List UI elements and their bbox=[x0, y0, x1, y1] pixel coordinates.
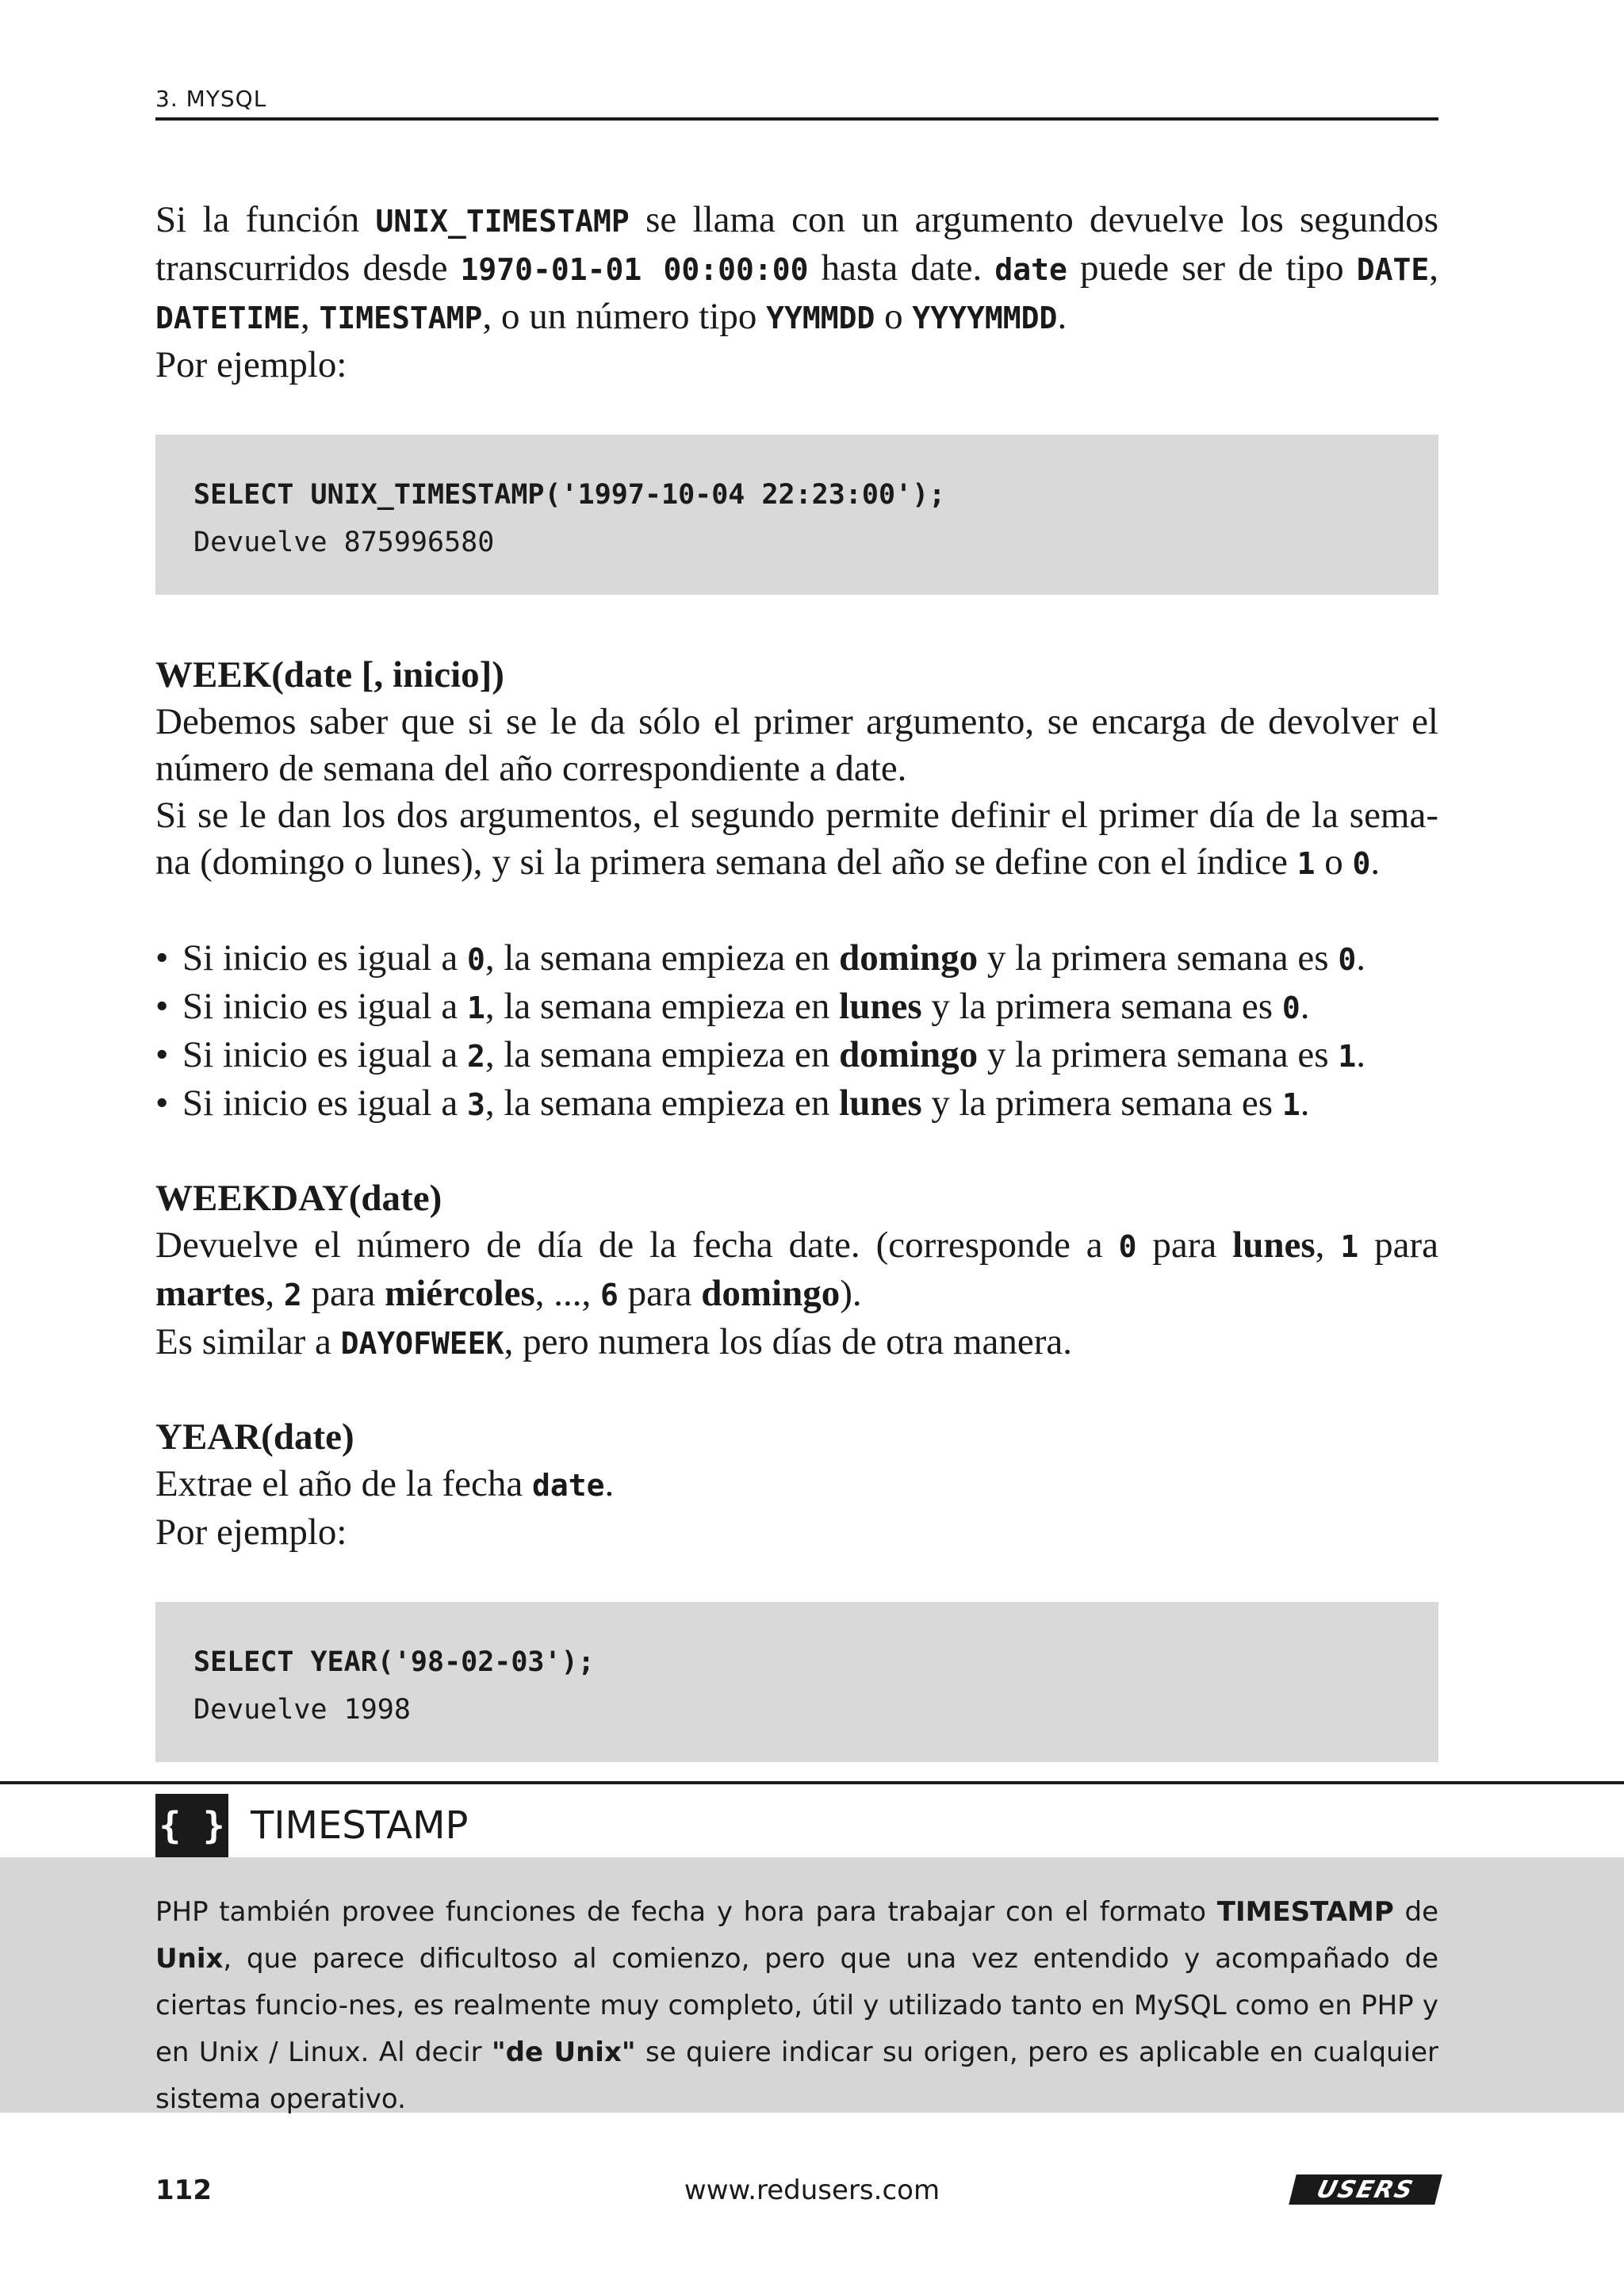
intro-text: Si la función bbox=[155, 199, 376, 240]
code-term: 1 bbox=[1281, 1087, 1300, 1122]
chapter-label: 3. MYSQL bbox=[155, 86, 267, 112]
bullet-icon: • bbox=[155, 937, 169, 979]
page-content bbox=[155, 197, 1438, 1762]
code-term: 0 bbox=[1118, 1229, 1137, 1264]
bullet-icon: • bbox=[155, 986, 169, 1027]
code-term: 1 bbox=[1338, 1039, 1357, 1074]
code-term: 3 bbox=[466, 1087, 485, 1122]
code-block-year bbox=[155, 1602, 1438, 1762]
braces-icon: { } bbox=[155, 1794, 228, 1857]
list-item: • Si inicio es igual a 0, la semana empieza en domingo y la primera semana es 0. bbox=[155, 935, 1438, 983]
weekday-paragraph: Devuelve el número de día de la fecha date. (corresponde a 0 para lunes, 1 para martes, 2 para miércoles, ..., 6 para domingo). bbox=[155, 1224, 1439, 1314]
section-heading-weekday: WEEKDAY(date) bbox=[155, 1178, 442, 1219]
intro-text: . bbox=[1057, 296, 1067, 337]
list-item: • Si inicio es igual a 2, la semana empieza en domingo y la primera semana es 1. bbox=[155, 1032, 1438, 1080]
code-term: 1 bbox=[1297, 846, 1316, 881]
emphasis: "de Unix" bbox=[491, 2037, 636, 2068]
intro-text: se llama con un argumento devuelve los segundos transcurridos desde bbox=[155, 199, 1438, 289]
bullet-icon: • bbox=[155, 1082, 169, 1124]
intro-text: hasta date. bbox=[808, 247, 995, 289]
code-line: SELECT YEAR('98-02-03'); bbox=[193, 1646, 595, 1678]
day-name: domingo bbox=[701, 1273, 841, 1314]
sidebar-text: PHP también provee funciones de fecha y hora para trabajar con el formato TIMESTAMP de Unix, que parece dificultoso al comienzo, pero que una vez entendido y acompañado de ciertas funcio-nes, es realmente muy completo, útil y utilizado tanto en MySQL como en PHP y en Unix / Linux. Al decir "de Unix" se quiere indicar su origen, pero es aplicable en cualquier sistema operativo. bbox=[155, 1896, 1438, 2115]
page-number: 112 bbox=[155, 2174, 212, 2206]
example-label: Por ejemplo: bbox=[155, 1512, 347, 1553]
code-term: YYYYMMDD bbox=[912, 301, 1058, 335]
code-term: date bbox=[531, 1468, 605, 1503]
code-line: Devuelve 1998 bbox=[193, 1694, 411, 1726]
footer-site-link[interactable]: www.redusers.com bbox=[684, 2174, 940, 2206]
day-name: lunes bbox=[839, 1082, 922, 1124]
code-term: 1 bbox=[1340, 1229, 1359, 1264]
day-name: lunes bbox=[839, 986, 922, 1027]
intro-text: , o un número tipo bbox=[482, 296, 767, 337]
page-footer bbox=[0, 2174, 1624, 2214]
day-name: domingo bbox=[839, 1034, 979, 1075]
publisher-logo: USERS bbox=[1289, 2174, 1442, 2205]
code-term: 1 bbox=[466, 990, 485, 1025]
day-name: domingo bbox=[839, 937, 979, 979]
year-paragraph: Extrae el año de la fecha date. bbox=[155, 1463, 615, 1504]
week-text: Si se le dan los dos argumentos, el segundo permite definir el primer día de la sema-na (domingo o lunes), y si la primera semana del año se define con el índice bbox=[155, 795, 1438, 883]
emphasis: Unix bbox=[155, 1943, 224, 1975]
code-term: 0 bbox=[466, 942, 485, 977]
weekday-similar: Es similar a DAYOFWEEK, pero numera los días de otra manera. bbox=[155, 1321, 1073, 1362]
day-name: miércoles bbox=[385, 1273, 535, 1314]
intro-text: , bbox=[1429, 247, 1438, 289]
code-block-unix-timestamp bbox=[155, 435, 1438, 595]
week-paragraph-1: Debemos saber que si se le da sólo el primer argumento, se encarga de devolver el número de semana del año correspondiente a date. bbox=[155, 701, 1438, 789]
emphasis: TIMESTAMP bbox=[1216, 1896, 1394, 1928]
code-term: TIMESTAMP bbox=[319, 301, 483, 335]
code-term: DAYOFWEEK bbox=[340, 1326, 504, 1361]
code-line: SELECT UNIX_TIMESTAMP('1997-10-04 22:23:00'); bbox=[193, 479, 946, 511]
code-term: 0 bbox=[1352, 846, 1371, 881]
example-label: Por ejemplo: bbox=[155, 344, 347, 385]
code-term: DATETIME bbox=[155, 301, 301, 335]
code-term: 6 bbox=[600, 1278, 619, 1312]
list-item: • Si inicio es igual a 3, la semana empieza en lunes y la primera semana es 1. bbox=[155, 1080, 1438, 1128]
section-heading-week: WEEK(date [, inicio]) bbox=[155, 654, 504, 695]
week-text: . bbox=[1370, 841, 1381, 883]
week-text: o bbox=[1315, 841, 1353, 883]
intro-text: o bbox=[875, 296, 913, 337]
chapter-header bbox=[155, 86, 1438, 121]
intro-text: puede ser de tipo bbox=[1067, 247, 1357, 289]
code-term: 2 bbox=[466, 1039, 485, 1074]
code-term: 0 bbox=[1338, 942, 1357, 977]
sidebar-title: TIMESTAMP bbox=[251, 1803, 469, 1848]
week-paragraph-2 bbox=[155, 792, 1438, 887]
code-term: DATE bbox=[1356, 252, 1430, 287]
section-heading-year: YEAR(date) bbox=[155, 1416, 354, 1458]
code-term: YYMMDD bbox=[766, 301, 875, 335]
sidebar-rule bbox=[0, 1781, 1624, 1784]
code-term: 0 bbox=[1281, 990, 1300, 1025]
intro-paragraph bbox=[155, 197, 1438, 342]
code-term: date bbox=[994, 252, 1067, 287]
code-term: 1970-01-01 00:00:00 bbox=[460, 252, 809, 287]
day-name: martes bbox=[155, 1273, 266, 1314]
code-term: UNIX_TIMESTAMP bbox=[375, 204, 630, 239]
week-options-list bbox=[155, 935, 1438, 1128]
code-line: Devuelve 875996580 bbox=[193, 527, 495, 558]
code-term: 2 bbox=[283, 1278, 302, 1312]
intro-text: , bbox=[301, 296, 320, 337]
sidebar-title-row bbox=[155, 1794, 468, 1857]
bullet-icon: • bbox=[155, 1034, 169, 1075]
day-name: lunes bbox=[1232, 1224, 1316, 1266]
list-item: • Si inicio es igual a 1, la semana empieza en lunes y la primera semana es 0. bbox=[155, 983, 1438, 1032]
